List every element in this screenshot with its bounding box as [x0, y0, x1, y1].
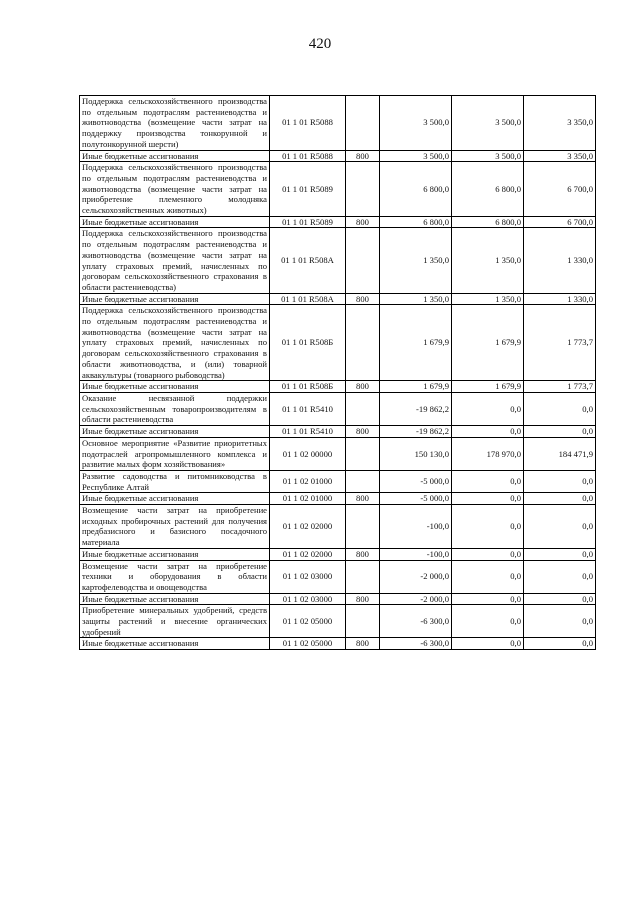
table-row: [80, 426, 596, 438]
table-row: [80, 493, 596, 505]
expense-kind-cell: [346, 392, 380, 425]
amount-year-1-cell: 1 350,0: [380, 293, 452, 305]
amount-year-3-cell: 1 773,7: [524, 305, 596, 381]
amount-year-1-cell: -6 300,0: [380, 605, 452, 638]
expense-kind-cell: [346, 505, 380, 549]
table-row: [80, 305, 596, 381]
expense-kind-cell: 800: [346, 293, 380, 305]
expense-name-cell: Возмещение части затрат на приобретение техники и оборудования в области картофелеводства и овощеводства: [80, 560, 270, 593]
table-row: [80, 293, 596, 305]
table-row: [80, 548, 596, 560]
expense-name-cell: Иные бюджетные ассигнования: [80, 381, 270, 393]
amount-year-1-cell: 6 800,0: [380, 216, 452, 228]
expense-kind-cell: [346, 470, 380, 492]
target-article-code-cell: 01 1 01 R5088: [270, 96, 346, 151]
expense-kind-cell: 800: [346, 426, 380, 438]
amount-year-1-cell: 3 500,0: [380, 150, 452, 162]
target-article-code-cell: 01 1 01 R5088: [270, 150, 346, 162]
amount-year-2-cell: 1 350,0: [452, 293, 524, 305]
expense-kind-cell: [346, 162, 380, 217]
target-article-code-cell: 01 1 01 R508А: [270, 228, 346, 293]
amount-year-1-cell: -2 000,0: [380, 593, 452, 605]
amount-year-3-cell: 0,0: [524, 638, 596, 650]
expense-kind-cell: [346, 560, 380, 593]
amount-year-3-cell: 6 700,0: [524, 162, 596, 217]
amount-year-1-cell: -2 000,0: [380, 560, 452, 593]
amount-year-3-cell: 184 471,9: [524, 437, 596, 470]
amount-year-3-cell: 1 330,0: [524, 228, 596, 293]
target-article-code-cell: 01 1 02 05000: [270, 638, 346, 650]
expense-name-cell: Иные бюджетные ассигнования: [80, 593, 270, 605]
amount-year-2-cell: 0,0: [452, 548, 524, 560]
target-article-code-cell: 01 1 02 05000: [270, 605, 346, 638]
amount-year-2-cell: 0,0: [452, 493, 524, 505]
table-row: [80, 505, 596, 549]
table-row: [80, 96, 596, 151]
amount-year-1-cell: -100,0: [380, 548, 452, 560]
target-article-code-cell: 01 1 01 R508Б: [270, 305, 346, 381]
expense-name-cell: Поддержка сельскохозяйственного производства по отдельным подотраслям растениеводства и животноводства (возмещение части затрат на приобретение племенного молодняка сельскохозяйственных животных): [80, 162, 270, 217]
table-row: [80, 381, 596, 393]
amount-year-3-cell: 0,0: [524, 593, 596, 605]
amount-year-3-cell: 1 330,0: [524, 293, 596, 305]
expense-kind-cell: [346, 228, 380, 293]
target-article-code-cell: 01 1 01 R5410: [270, 426, 346, 438]
expense-name-cell: Иные бюджетные ассигнования: [80, 548, 270, 560]
expense-kind-cell: 800: [346, 638, 380, 650]
table-row: [80, 150, 596, 162]
amount-year-1-cell: 150 130,0: [380, 437, 452, 470]
amount-year-3-cell: 1 773,7: [524, 381, 596, 393]
amount-year-3-cell: 0,0: [524, 493, 596, 505]
table-row: [80, 605, 596, 638]
target-article-code-cell: 01 1 01 R508Б: [270, 381, 346, 393]
amount-year-3-cell: 0,0: [524, 470, 596, 492]
amount-year-1-cell: -6 300,0: [380, 638, 452, 650]
table-row: [80, 216, 596, 228]
expense-name-cell: Иные бюджетные ассигнования: [80, 293, 270, 305]
amount-year-2-cell: 0,0: [452, 470, 524, 492]
expense-kind-cell: [346, 605, 380, 638]
amount-year-3-cell: 0,0: [524, 392, 596, 425]
amount-year-3-cell: 0,0: [524, 560, 596, 593]
budget-table-body: [80, 96, 596, 650]
amount-year-2-cell: 0,0: [452, 638, 524, 650]
expense-kind-cell: [346, 305, 380, 381]
expense-name-cell: Оказание несвязанной поддержки сельскохозяйственным товаропроизводителям в области растениеводства: [80, 392, 270, 425]
page-number: 420: [308, 36, 332, 52]
budget-table: [79, 95, 596, 650]
expense-kind-cell: 800: [346, 381, 380, 393]
target-article-code-cell: 01 1 02 02000: [270, 548, 346, 560]
expense-kind-cell: 800: [346, 493, 380, 505]
expense-name-cell: Иные бюджетные ассигнования: [80, 493, 270, 505]
target-article-code-cell: 01 1 02 01000: [270, 493, 346, 505]
amount-year-1-cell: 1 679,9: [380, 381, 452, 393]
target-article-code-cell: 01 1 02 00000: [270, 437, 346, 470]
amount-year-3-cell: 0,0: [524, 505, 596, 549]
expense-kind-cell: 800: [346, 548, 380, 560]
expense-name-cell: Основное мероприятие «Развитие приоритетных подотраслей агропромышленного комплекса и развитие малых форм хозяйствования»: [80, 437, 270, 470]
amount-year-2-cell: 0,0: [452, 426, 524, 438]
amount-year-1-cell: 3 500,0: [380, 96, 452, 151]
amount-year-1-cell: -19 862,2: [380, 426, 452, 438]
amount-year-2-cell: 0,0: [452, 392, 524, 425]
amount-year-1-cell: -5 000,0: [380, 470, 452, 492]
expense-name-cell: Поддержка сельскохозяйственного производства по отдельным подотраслям растениеводства и животноводства (возмещение части затрат на уплату страховых премий, начисленных по договорам сельскохозяйственного страхования в области животноводства, и (или) товарной аквакультуры (товарного рыбоводства): [80, 305, 270, 381]
table-row: [80, 560, 596, 593]
amount-year-1-cell: -100,0: [380, 505, 452, 549]
amount-year-2-cell: 0,0: [452, 560, 524, 593]
target-article-code-cell: 01 1 02 03000: [270, 593, 346, 605]
expense-name-cell: Иные бюджетные ассигнования: [80, 150, 270, 162]
amount-year-3-cell: 3 350,0: [524, 96, 596, 151]
expense-kind-cell: [346, 437, 380, 470]
table-row: [80, 638, 596, 650]
amount-year-2-cell: 6 800,0: [452, 216, 524, 228]
amount-year-1-cell: 6 800,0: [380, 162, 452, 217]
amount-year-2-cell: 0,0: [452, 505, 524, 549]
amount-year-1-cell: 1 350,0: [380, 228, 452, 293]
table-row: [80, 437, 596, 470]
table-row: [80, 162, 596, 217]
amount-year-3-cell: 0,0: [524, 426, 596, 438]
amount-year-2-cell: 0,0: [452, 605, 524, 638]
table-row: [80, 593, 596, 605]
target-article-code-cell: 01 1 01 R5410: [270, 392, 346, 425]
target-article-code-cell: 01 1 01 R5089: [270, 162, 346, 217]
table-row: [80, 392, 596, 425]
amount-year-2-cell: 6 800,0: [452, 162, 524, 217]
expense-name-cell: Иные бюджетные ассигнования: [80, 638, 270, 650]
target-article-code-cell: 01 1 01 R508А: [270, 293, 346, 305]
target-article-code-cell: 01 1 02 03000: [270, 560, 346, 593]
amount-year-1-cell: -5 000,0: [380, 493, 452, 505]
target-article-code-cell: 01 1 02 01000: [270, 470, 346, 492]
expense-name-cell: Иные бюджетные ассигнования: [80, 216, 270, 228]
target-article-code-cell: 01 1 01 R5089: [270, 216, 346, 228]
amount-year-1-cell: -19 862,2: [380, 392, 452, 425]
expense-kind-cell: 800: [346, 150, 380, 162]
amount-year-2-cell: 1 679,9: [452, 305, 524, 381]
amount-year-3-cell: 0,0: [524, 605, 596, 638]
amount-year-3-cell: 6 700,0: [524, 216, 596, 228]
expense-name-cell: Приобретение минеральных удобрений, средств защиты растений и внесение органических удобрений: [80, 605, 270, 638]
expense-name-cell: Поддержка сельскохозяйственного производства по отдельным подотраслям растениеводства и животноводства (возмещение части затрат на поддержку производства тонкорунной и полутонкорунной шерсти): [80, 96, 270, 151]
amount-year-2-cell: 3 500,0: [452, 150, 524, 162]
expense-kind-cell: 800: [346, 216, 380, 228]
target-article-code-cell: 01 1 02 02000: [270, 505, 346, 549]
amount-year-2-cell: 0,0: [452, 593, 524, 605]
amount-year-2-cell: 1 679,9: [452, 381, 524, 393]
expense-name-cell: Развитие садоводства и питомниководства в Республике Алтай: [80, 470, 270, 492]
expense-kind-cell: 800: [346, 593, 380, 605]
table-row: [80, 228, 596, 293]
expense-kind-cell: [346, 96, 380, 151]
amount-year-1-cell: 1 679,9: [380, 305, 452, 381]
expense-name-cell: Возмещение части затрат на приобретение исходных пробирочных растений для получения предбазисного и базисного посадочного материала: [80, 505, 270, 549]
expense-name-cell: Поддержка сельскохозяйственного производства по отдельным подотраслям растениеводства и животноводства (возмещение части затрат на уплату страховых премий, начисленных по договорам сельскохозяйственного страхования в области растениеводства): [80, 228, 270, 293]
table-row: [80, 470, 596, 492]
amount-year-2-cell: 3 500,0: [452, 96, 524, 151]
amount-year-3-cell: 3 350,0: [524, 150, 596, 162]
amount-year-2-cell: 1 350,0: [452, 228, 524, 293]
expense-name-cell: Иные бюджетные ассигнования: [80, 426, 270, 438]
amount-year-3-cell: 0,0: [524, 548, 596, 560]
amount-year-2-cell: 178 970,0: [452, 437, 524, 470]
